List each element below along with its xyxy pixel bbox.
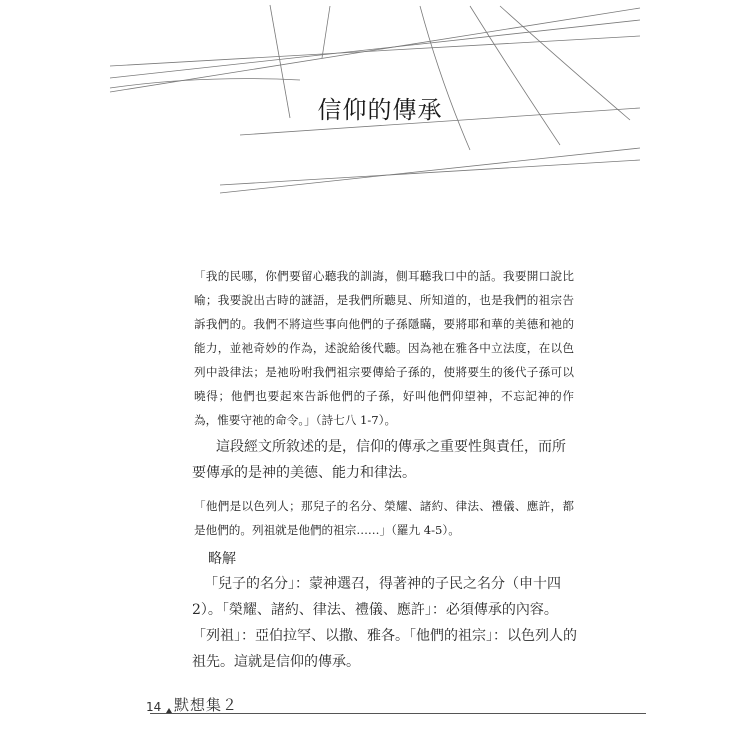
explanation-paragraph: 「兒子的名分」：蒙神選召，得著神的子民之名分（申十四2）。「榮耀、諸約、律法、禮儀、應許」：必須傳承的內容。「列祖」：亞伯拉罕、以撒、雅各。「他們的祖宗」：以色列人的祖先。這就是信仰的傳承。 <box>192 576 577 670</box>
section-heading: 略解 <box>208 551 236 567</box>
page-number: 14 <box>146 700 162 714</box>
scripture-quote-psalm: 「我的民哪，你們要留心聽我的訓誨，側耳聽我口中的話。我要開口說比喻；我要說出古時的謎語，是我們所聽見、所知道的，也是我們的祖宗告訴我們的。我們不將這些事向他們的子孫隱瞞，要將耶和華的美德和祂的能力，並祂奇妙的作為，述說給後代聽。因為祂在雅各中立法度，在以色列中設律法；是祂吩咐我們祖宗要傳給子孫的，使將要生的後代子孫可以曉得；他們也要起來告訴他們的子孫，好叫他們仰望神，不忘記神的作為，惟要守祂的命令。」（詩七八 1-7）。 <box>194 269 574 427</box>
series-title: 默想集２ <box>174 696 239 714</box>
scripture-quote-romans: 「他們是以色列人；那兒子的名分、榮耀、諸約、律法、禮儀、應許，都是他們的。列祖就是他們的祖宗……」（羅九 4-5）。 <box>194 499 574 537</box>
footer-rule <box>150 713 646 714</box>
page-title: 信仰的傳承 <box>317 96 443 124</box>
commentary-paragraph: 這段經文所敘述的是，信仰的傳承之重要性與責任，而所要傳承的是神的美德、能力和律法。 <box>192 439 566 481</box>
